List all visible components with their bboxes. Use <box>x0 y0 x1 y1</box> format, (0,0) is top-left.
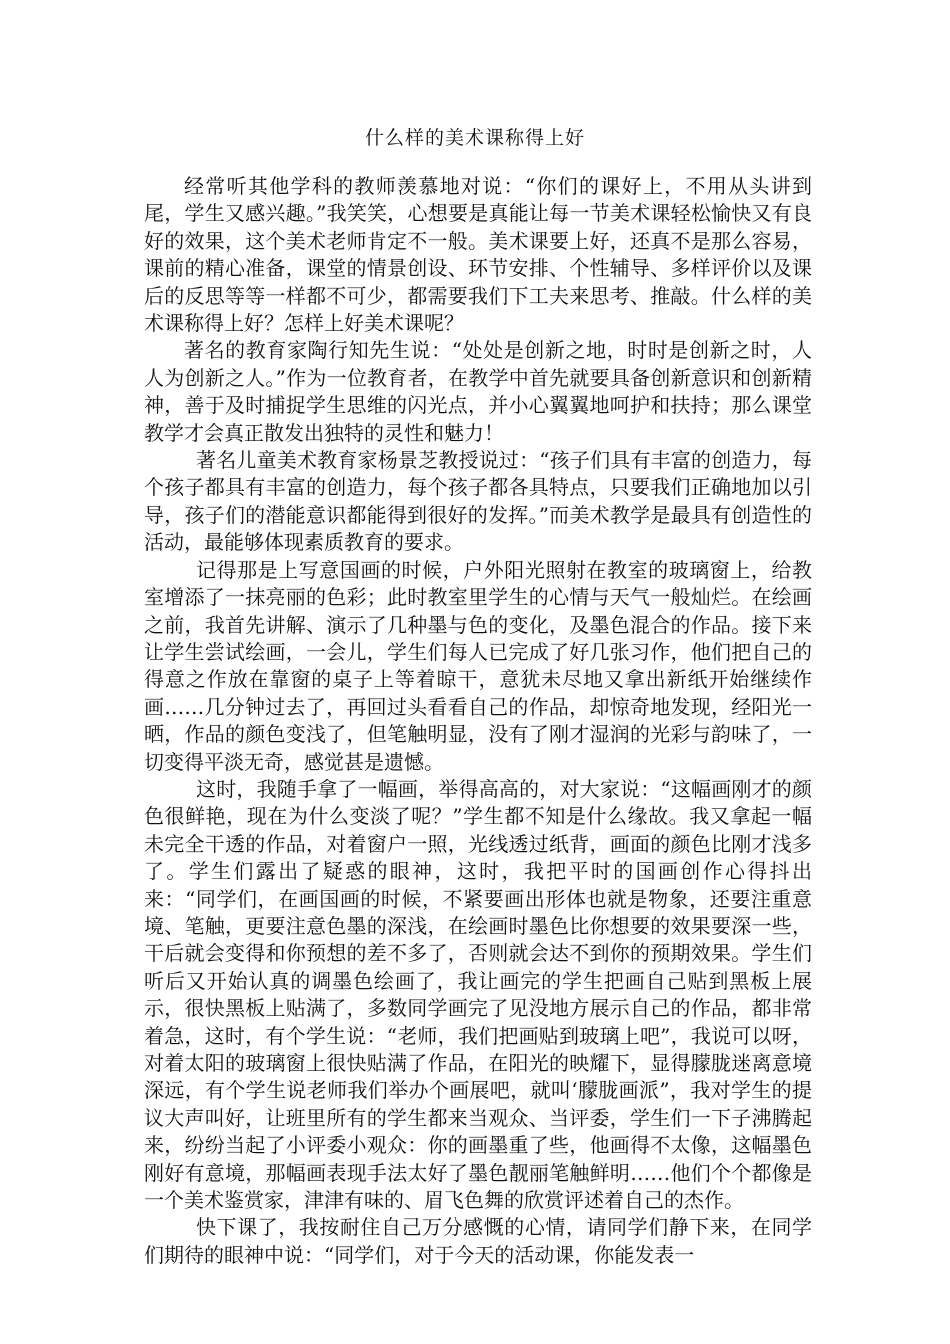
paragraph-4: 记得那是上写意国画的时候，户外阳光照射在教室的玻璃窗上，给教室增添了一抹亮丽的色彩；此时教室里学生的心情与天气一般灿烂。在绘画之前，我首先讲解、演示了几种墨与色的变化，及墨色混合的作品。接下来让学生尝试绘画，一会儿，学生们每人已完成了好几张习作，他们把自己的得意之作放在靠窗的桌子上等着晾干，意犹未尽地又拿出新纸开始继续作画……几分钟过去了，再回过头看看自己的作品，却惊奇地发现，经阳光一晒，作品的颜色变浅了，但笔触明显，没有了刚才湿润的光彩与韵味了，一切变得平淡无奇，感觉甚是遗憾。 <box>144 557 812 774</box>
paragraph-2: 著名的教育家陶行知先生说：“处处是创新之地，时时是创新之时，人人为创新之人。”作为一位教育者，在教学中首先就要具备创新意识和创新精神，善于及时捕捉学生思维的闪光点，并小心翼翼地呵护和扶持；那么课堂教学才会真正散发出独特的灵性和魅力！ <box>144 338 812 445</box>
paragraph-5: 这时，我随手拿了一幅画，举得高高的，对大家说：“这幅画刚才的颜色很鲜艳，现在为什么变淡了呢？”学生都不知是什么缘故。我又拿起一幅未完全干透的作品，对着窗户一照，光线透过纸背，画面的颜色比刚才浅多了。学生们露出了疑惑的眼神，这时，我把平时的国画创作心得抖出来：“同学们，在画国画的时候，不紧要画出形体也就是物象，还要注重意境、笔触，更要注意色墨的深浅，在绘画时墨色比你想要的效果要深一些，干后就会变得和你预想的差不多了，否则就会达不到你的预期效果。学生们听后又开始认真的调墨色绘画了，我让画完的学生把画自己贴到黑板上展示，很快黑板上贴满了，多数同学画完了见没地方展示自己的作品，都非常着急，这时，有个学生说：“老师，我们把画贴到玻璃上吧”，我说可以呀，对着太阳的玻璃窗上很快贴满了作品，在阳光的映耀下，显得朦胧迷离意境深远，有个学生说老师我们举办个画展吧，就叫‘朦胧画派”，我对学生的提议大声叫好，让班里所有的学生都来当观众、当评委，学生们一下子沸腾起来，纷纷当起了小评委小观众：你的画墨重了些，他画得不太像，这幅墨色刚好有意境，那幅画表现手法太好了墨色靓丽笔触鲜明……他们个个都像是一个美术鉴赏家，津津有味的、眉飞色舞的欣赏评述着自己的杰作。 <box>144 776 812 1213</box>
document-body <box>144 173 812 1269</box>
paragraph-6: 快下课了，我按耐住自己万分感慨的心情，请同学们静下来，在同学们期待的眼神中说：“同学们，对于今天的活动课，你能发表一 <box>144 1215 812 1267</box>
paragraph-1: 经常听其他学科的教师羡慕地对说：“你们的课好上，不用从头讲到尾，学生又感兴趣。”我笑笑，心想要是真能让每一节美术课轻松愉快又有良好的效果，这个美术老师肯定不一般。美术课要上好，还真不是那么容易，课前的精心准备，课堂的情景创设、环节安排、个性辅导、多样评价以及课后的反思等等一样都不可少，都需要我们下工夫来思考、推敲。什么样的美术课称得上好？怎样上好美术课呢？ <box>144 174 812 336</box>
paragraph-3: 著名儿童美术教育家杨景芝教授说过：“孩子们具有丰富的创造力，每个孩子都具有丰富的创造力，每个孩子都各具特点，只要我们正确地加以引导，孩子们的潜能意识都能得到很好的发挥。”而美术教学是最具有创造性的活动，最能够体现素质教育的要求。 <box>144 448 812 555</box>
document-title: 什么样的美术课称得上好 <box>364 127 585 149</box>
